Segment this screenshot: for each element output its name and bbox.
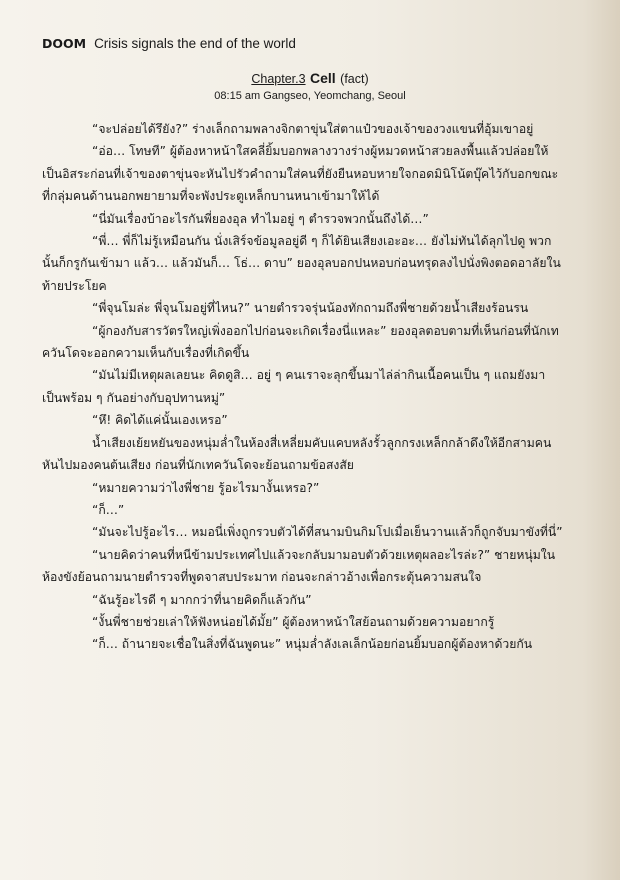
paragraph: “ก็…” — [92, 502, 125, 517]
paragraph: “มันจะไปรู้อะไร… หมอนี่เพิ่งถูกรวบตัวได้ที่สนามบินกิมโปเมื่อเย็นวานแล้วก็ถูกจับมาขังที่นี่” — [92, 525, 563, 540]
paragraph: “อ่อ… โทษที” ผู้ต้องหาหน้าใสคลี่ยิ้มบอกพลางวางร่างผู้หมวดหน้าสวยลงพื้นแล้วปล่อยให้เป็นอิสระก่อนที่เจ้าของตาขุ่นจะหันไปรัวคำถามใส่คนที่ยังยืนหอบหายใจกอดมินิโน้ตบุ๊คไว้กับอกขณะที่กลุ่มคนด้านนอกพยายามที่จะพังประตูเหล็กบานหนาเข้ามาให้ได้ — [42, 144, 559, 204]
chapter-title-line — [0, 70, 620, 88]
paragraph: “งั้นพี่ชายช่วยเล่าให้ฟังหน่อยได้มั้ย” ผู้ต้องหาหน้าใสย้อนถามด้วยความอยากรู้ — [92, 614, 495, 629]
book-title: DOOM — [42, 36, 87, 51]
running-header — [42, 35, 296, 53]
paragraph: “ผู้กองกับสารวัตรใหญ่เพิ่งออกไปก่อนจะเกิดเรื่องนี่แหละ” ยองอุลตอบตามที่เห็นก่อนที่นักเทควันโดจะออกความเห็นกับเรื่องที่เกิดขึ้น — [42, 323, 559, 361]
paragraph: “พี่… พี่ก็ไม่รู้เหมือนกัน นั่งเสิร์จข้อมูลอยู่ดี ๆ ก็ได้ยินเสียงเอะอะ… ยังไม่ทันได้ลุกไปดู พวกนั้นก็กรูกันเข้ามา แล้ว… แล้วมันก็… โธ่… ดาบ” ยองอุลบอกปนหอบก่อนทรุดลงไปนั่งพิงตอดอาลัยในท้ายประโยค — [42, 234, 561, 293]
paragraph: “จะปล่อยได้รึยัง?” ร่างเล็กถามพลางจิกตาขุ่นใส่ตาแป๋วของเจ้าของวงแขนที่อุ้มเขาอยู่ — [92, 122, 534, 136]
paragraph: “มันไม่มีเหตุผลเลยนะ คิดดูสิ… อยู่ ๆ คนเราจะลุกขึ้นมาไล่ล่ากินเนื้อคนเป็น ๆ แถมยังมาเป็นพร้อม ๆ กันอย่างกับอุปทานหมู่” — [42, 368, 546, 405]
paragraph: “ก็… ถ้านายจะเชื่อในสิ่งที่ฉันพูดนะ” หนุ่มล่ำลังเลเล็กน้อยก่อนยิ้มบอกผู้ต้องหาด้วยกัน — [92, 637, 533, 652]
chapter-label: Chapter.3 — [251, 72, 306, 86]
book-subtitle: Crisis signals the end of the world — [94, 36, 296, 51]
paragraph: “พี่จุนโมล่ะ พี่จุนโมอยู่ที่ไหน?” นายตำรวจรุ่นน้องทักถามถึงพี่ชายด้วยน้ำเสียงร้อนรน — [92, 301, 529, 316]
paragraph: “หึ! คิดได้แค่นั้นเองเหรอ” — [92, 413, 228, 428]
paragraph: น้ำเสียงเย้ยหยันของหนุ่มล่ำในห้องสี่เหลี่ยมคับแคบหลังรั้วลูกกรงเหล็กกล้าดึงให้อีกสามคนหันไปมองคนต้นเสียง ก่อนที่นักเทควันโดจะย้อนถามข้อสงสัย — [42, 435, 552, 473]
paragraph: “หมายความว่าไงพี่ชาย รู้อะไรมางั้นเหรอ?” — [92, 480, 320, 495]
paragraph: “นายคิดว่าคนที่หนีข้ามประเทศไปแล้วจะกลับมามอบตัวด้วยเหตุผลอะไรล่ะ?” ชายหนุ่มในห้องขังย้อนถามนายตำรวจที่พูดจาสบประมาท ก่อนจะกล่าวอ้างเพื่อกระตุ้นความสนใจ — [42, 547, 556, 585]
paragraph: “ฉันรู้อะไรดี ๆ มากกว่าที่นายคิดก็แล้วกัน” — [92, 592, 312, 607]
chapter-heading — [0, 70, 620, 105]
chapter-type: (fact) — [340, 72, 369, 86]
chapter-time-location: 08:15 am Gangseo, Yeomchang, Seoul — [214, 90, 406, 102]
chapter-title: Cell — [310, 70, 336, 86]
chapter-body — [42, 118, 564, 656]
paragraph: “นี่มันเรื่องบ้าอะไรกันพี่ยองอุล ทำไมอยู่ ๆ ตำรวจพวกนั้นถึงได้…” — [92, 211, 429, 226]
